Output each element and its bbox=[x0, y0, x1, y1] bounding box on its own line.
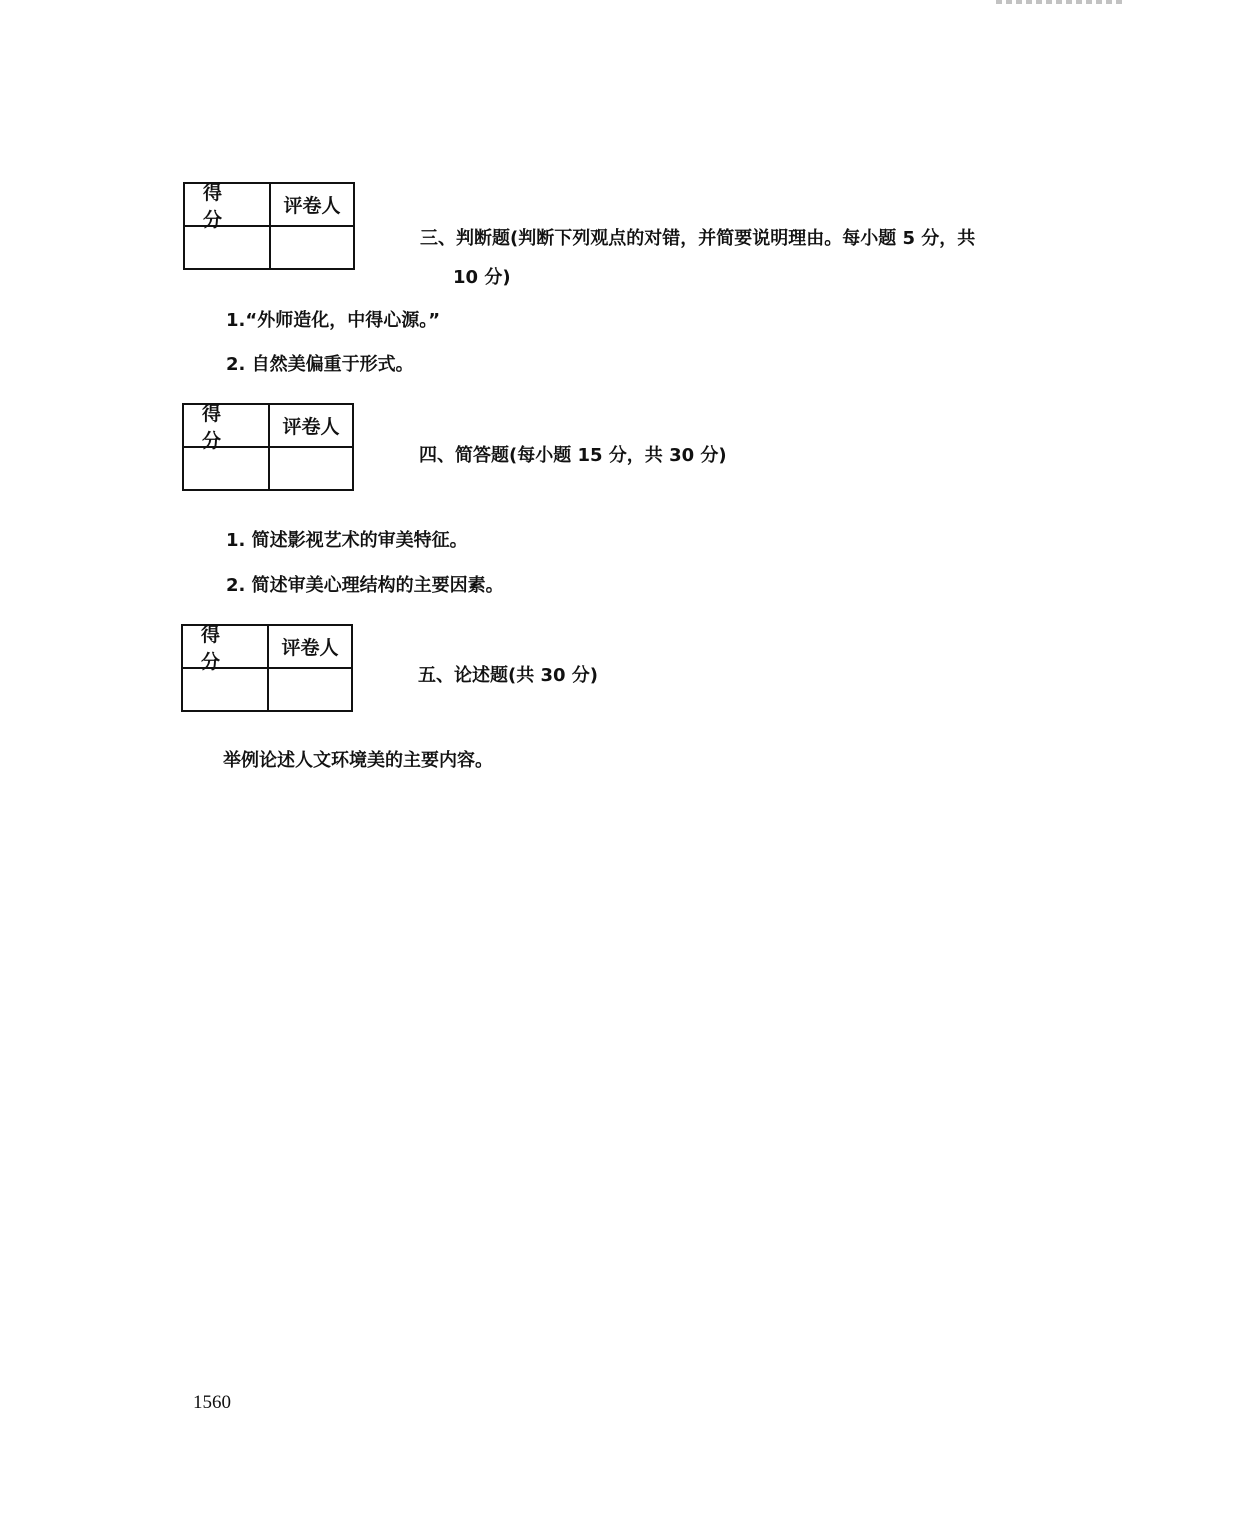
section-4-question-2: 2. 简述审美心理结构的主要因素。 bbox=[226, 575, 504, 596]
grader-cell[interactable] bbox=[269, 669, 351, 710]
section-4-question-1: 1. 简述影视艺术的审美特征。 bbox=[226, 530, 468, 551]
section-3-question-2: 2. 自然美偏重于形式。 bbox=[226, 354, 414, 375]
grader-label: 评卷人 bbox=[269, 626, 351, 669]
section-5-essay-prompt: 举例论述人文环境美的主要内容。 bbox=[223, 750, 493, 771]
score-label: 得分 bbox=[185, 184, 271, 227]
section-3-question-1: 1.“外师造化，中得心源。” bbox=[226, 310, 441, 331]
page-number: 1560 bbox=[193, 1392, 231, 1413]
grader-cell[interactable] bbox=[271, 227, 353, 268]
grader-label: 评卷人 bbox=[270, 405, 352, 448]
score-label: 得分 bbox=[184, 405, 270, 448]
score-box-section-5 bbox=[181, 624, 353, 712]
score-label: 得分 bbox=[183, 626, 269, 669]
grader-cell[interactable] bbox=[270, 448, 352, 489]
header-scan-mark bbox=[996, 0, 1126, 4]
score-cell[interactable] bbox=[185, 227, 271, 268]
section-4-title: 四、简答题(每小题 15 分，共 30 分) bbox=[419, 445, 727, 466]
score-cell[interactable] bbox=[183, 669, 269, 710]
score-box-section-4 bbox=[182, 403, 354, 491]
section-5-title: 五、论述题(共 30 分) bbox=[418, 665, 599, 686]
grader-label: 评卷人 bbox=[271, 184, 353, 227]
section-3-title: 三、判断题(判断下列观点的对错，并简要说明理由。每小题 5 分，共 bbox=[420, 228, 976, 249]
score-box-section-3 bbox=[183, 182, 355, 270]
section-3-title-cont: 10 分) bbox=[453, 267, 511, 288]
score-cell[interactable] bbox=[184, 448, 270, 489]
